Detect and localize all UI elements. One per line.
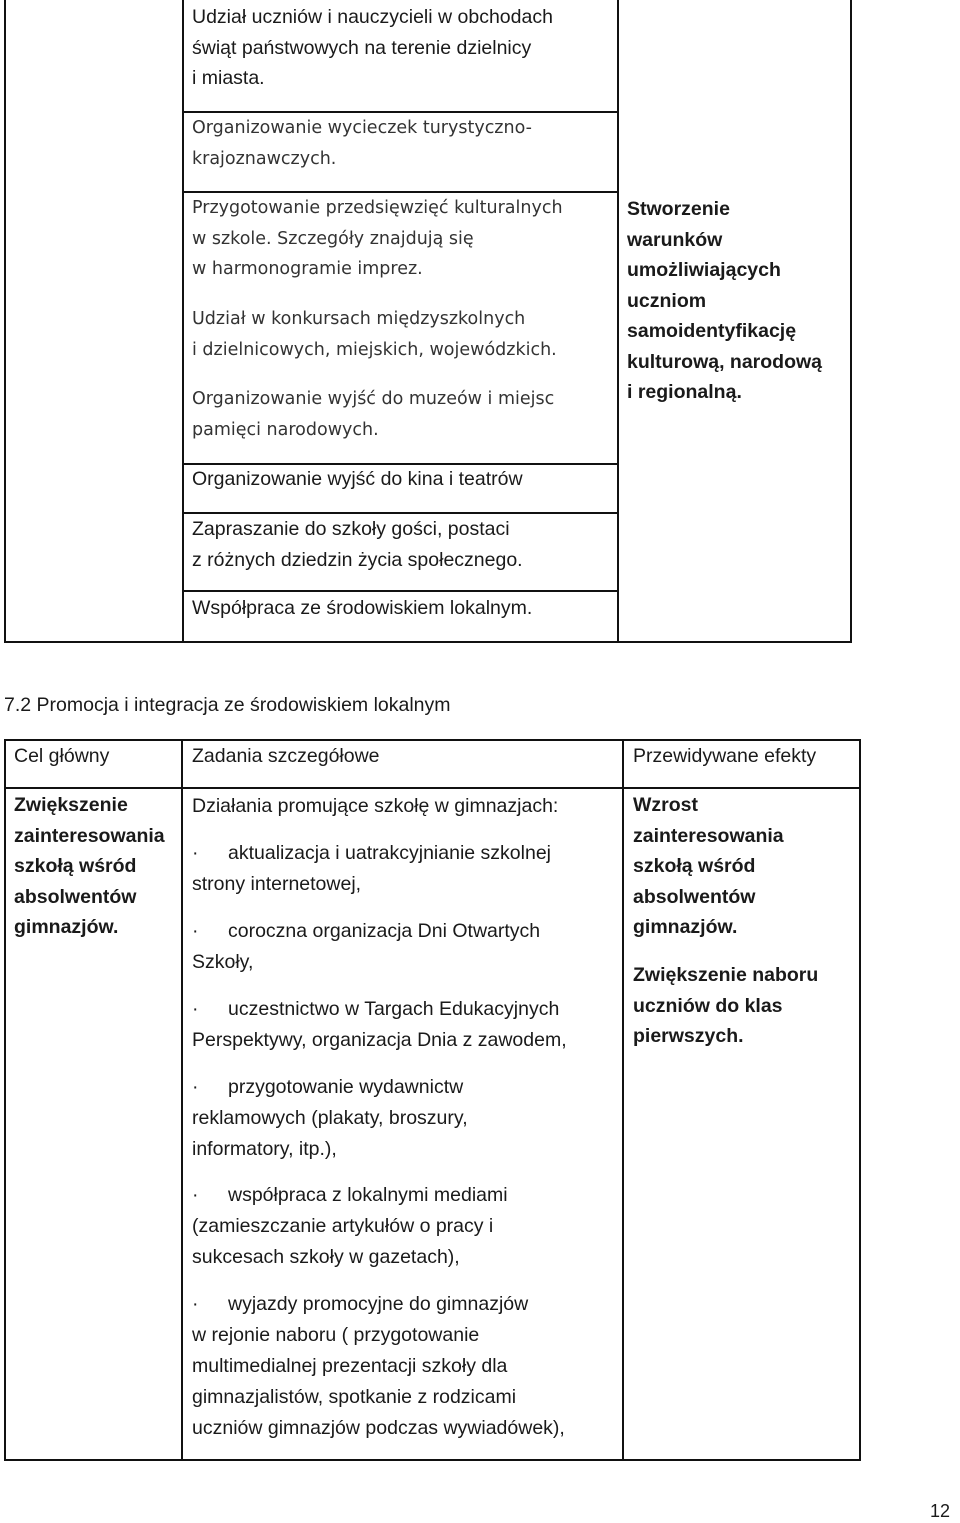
task-item <box>192 994 612 1056</box>
table-2-header-bottom-border <box>4 787 861 789</box>
table-2-col-divider-2 <box>622 739 624 1461</box>
table-2-col-divider-1 <box>181 739 183 1461</box>
header-zadania: Zadania szczegółowe <box>192 745 380 767</box>
task-item-first-line: coroczna organizacja Dni Otwartych <box>228 920 541 942</box>
task-item-rest: w rejonie naboru ( przygotowanie multimedialnej prezentacji szkoły dla gimnazjalistów, spotkanie z rodzicami uczniów gimnazjów podczas wywiadówek), <box>192 1324 565 1439</box>
task-item-first-line: współpraca z lokalnymi mediami <box>228 1184 508 1206</box>
bullet-icon: · <box>192 1076 199 1098</box>
effect-cell: Zwiększenie naboru uczniów do klas pierwszych. <box>633 964 819 1047</box>
header-cel-glowny: Cel główny <box>14 745 110 767</box>
task-item-first-line: wyjazdy promocyjne do gimnazjów <box>228 1293 529 1315</box>
page-number: 12 <box>930 1501 951 1521</box>
section-number: 7.2 <box>4 694 32 716</box>
table-1-col-divider-1 <box>182 0 184 643</box>
task-item-rest: Perspektywy, organizacja Dnia z zawodem, <box>192 1029 567 1051</box>
task-item <box>192 916 612 978</box>
task-item <box>192 1180 612 1273</box>
task-cell: Udział uczniów i nauczycieli w obchodach świąt państwowych na terenie dzielnicy i miasta. <box>192 6 553 89</box>
task-item-first-line: uczestnictwo w Targach Edukacyjnych <box>228 998 560 1020</box>
task-item-rest: strony internetowej, <box>192 873 362 895</box>
task-cell: Udział w konkursach międzyszkolnych i dzielnicowych, miejskich, wojewódzkich. <box>192 309 557 360</box>
task-item-rest: reklamowych (plakaty, broszury, informatory, itp.), <box>192 1107 468 1160</box>
table-2-right-border <box>859 739 861 1461</box>
bullet-icon: · <box>192 842 199 864</box>
task-cell: Organizowanie wyjść do muzeów i miejsc pamięci narodowych. <box>192 389 555 440</box>
bullet-icon: · <box>192 920 199 942</box>
task-item-first-line: aktualizacja i uatrakcyjnianie szkolnej <box>228 842 551 864</box>
table-1-col-divider-2 <box>617 0 619 643</box>
task-item-first-line: przygotowanie wydawnictw <box>228 1076 464 1098</box>
task-item-rest: (zamieszczanie artykułów o pracy i sukcesach szkoły w gazetach), <box>192 1215 494 1268</box>
task-item <box>192 1289 612 1444</box>
section-heading <box>4 690 451 720</box>
task-item <box>192 838 612 900</box>
effect-cell: Wzrost zainteresowania szkołą wśród absolwentów gimnazjów. <box>633 794 784 938</box>
table-1-right-border <box>850 0 852 643</box>
header-efekty: Przewidywane efekty <box>633 745 817 767</box>
task-cell: Przygotowanie przedsięwzięć kulturalnych w szkole. Szczegóły znajdują się w harmonogramie imprez. <box>192 198 563 279</box>
bullet-icon: · <box>192 998 199 1020</box>
table-1-bottom-border <box>4 641 852 643</box>
task-item-rest: Szkoły, <box>192 951 254 973</box>
task-item <box>192 1072 612 1165</box>
section-title: Promocja i integracja ze środowiskiem lokalnym <box>36 694 451 716</box>
table-1-left-border <box>4 0 6 643</box>
bullet-icon: · <box>192 1184 199 1206</box>
table-2-bottom-border <box>4 1459 861 1461</box>
goal-cell: Zwiększenie zainteresowania szkołą wśród absolwentów gimnazjów. <box>14 794 165 938</box>
task-cell: Współpraca ze środowiskiem lokalnym. <box>192 597 533 619</box>
table-2-left-border <box>4 739 6 1461</box>
bullet-icon: · <box>192 1293 199 1315</box>
task-cell: Organizowanie wycieczek turystyczno- krajoznawczych. <box>192 118 532 169</box>
table-1-row-separator <box>182 590 619 592</box>
task-cell: Organizowanie wyjść do kina i teatrów <box>192 468 523 490</box>
tasks-intro: Działania promujące szkołę w gimnazjach: <box>192 795 559 817</box>
effect-cell: Stworzenie warunków umożliwiających uczniom samoidentyfikację kulturową, narodową i regionalną. <box>627 198 823 403</box>
task-cell: Zapraszanie do szkoły gości, postaci z różnych dziedzin życia społecznego. <box>192 518 523 571</box>
